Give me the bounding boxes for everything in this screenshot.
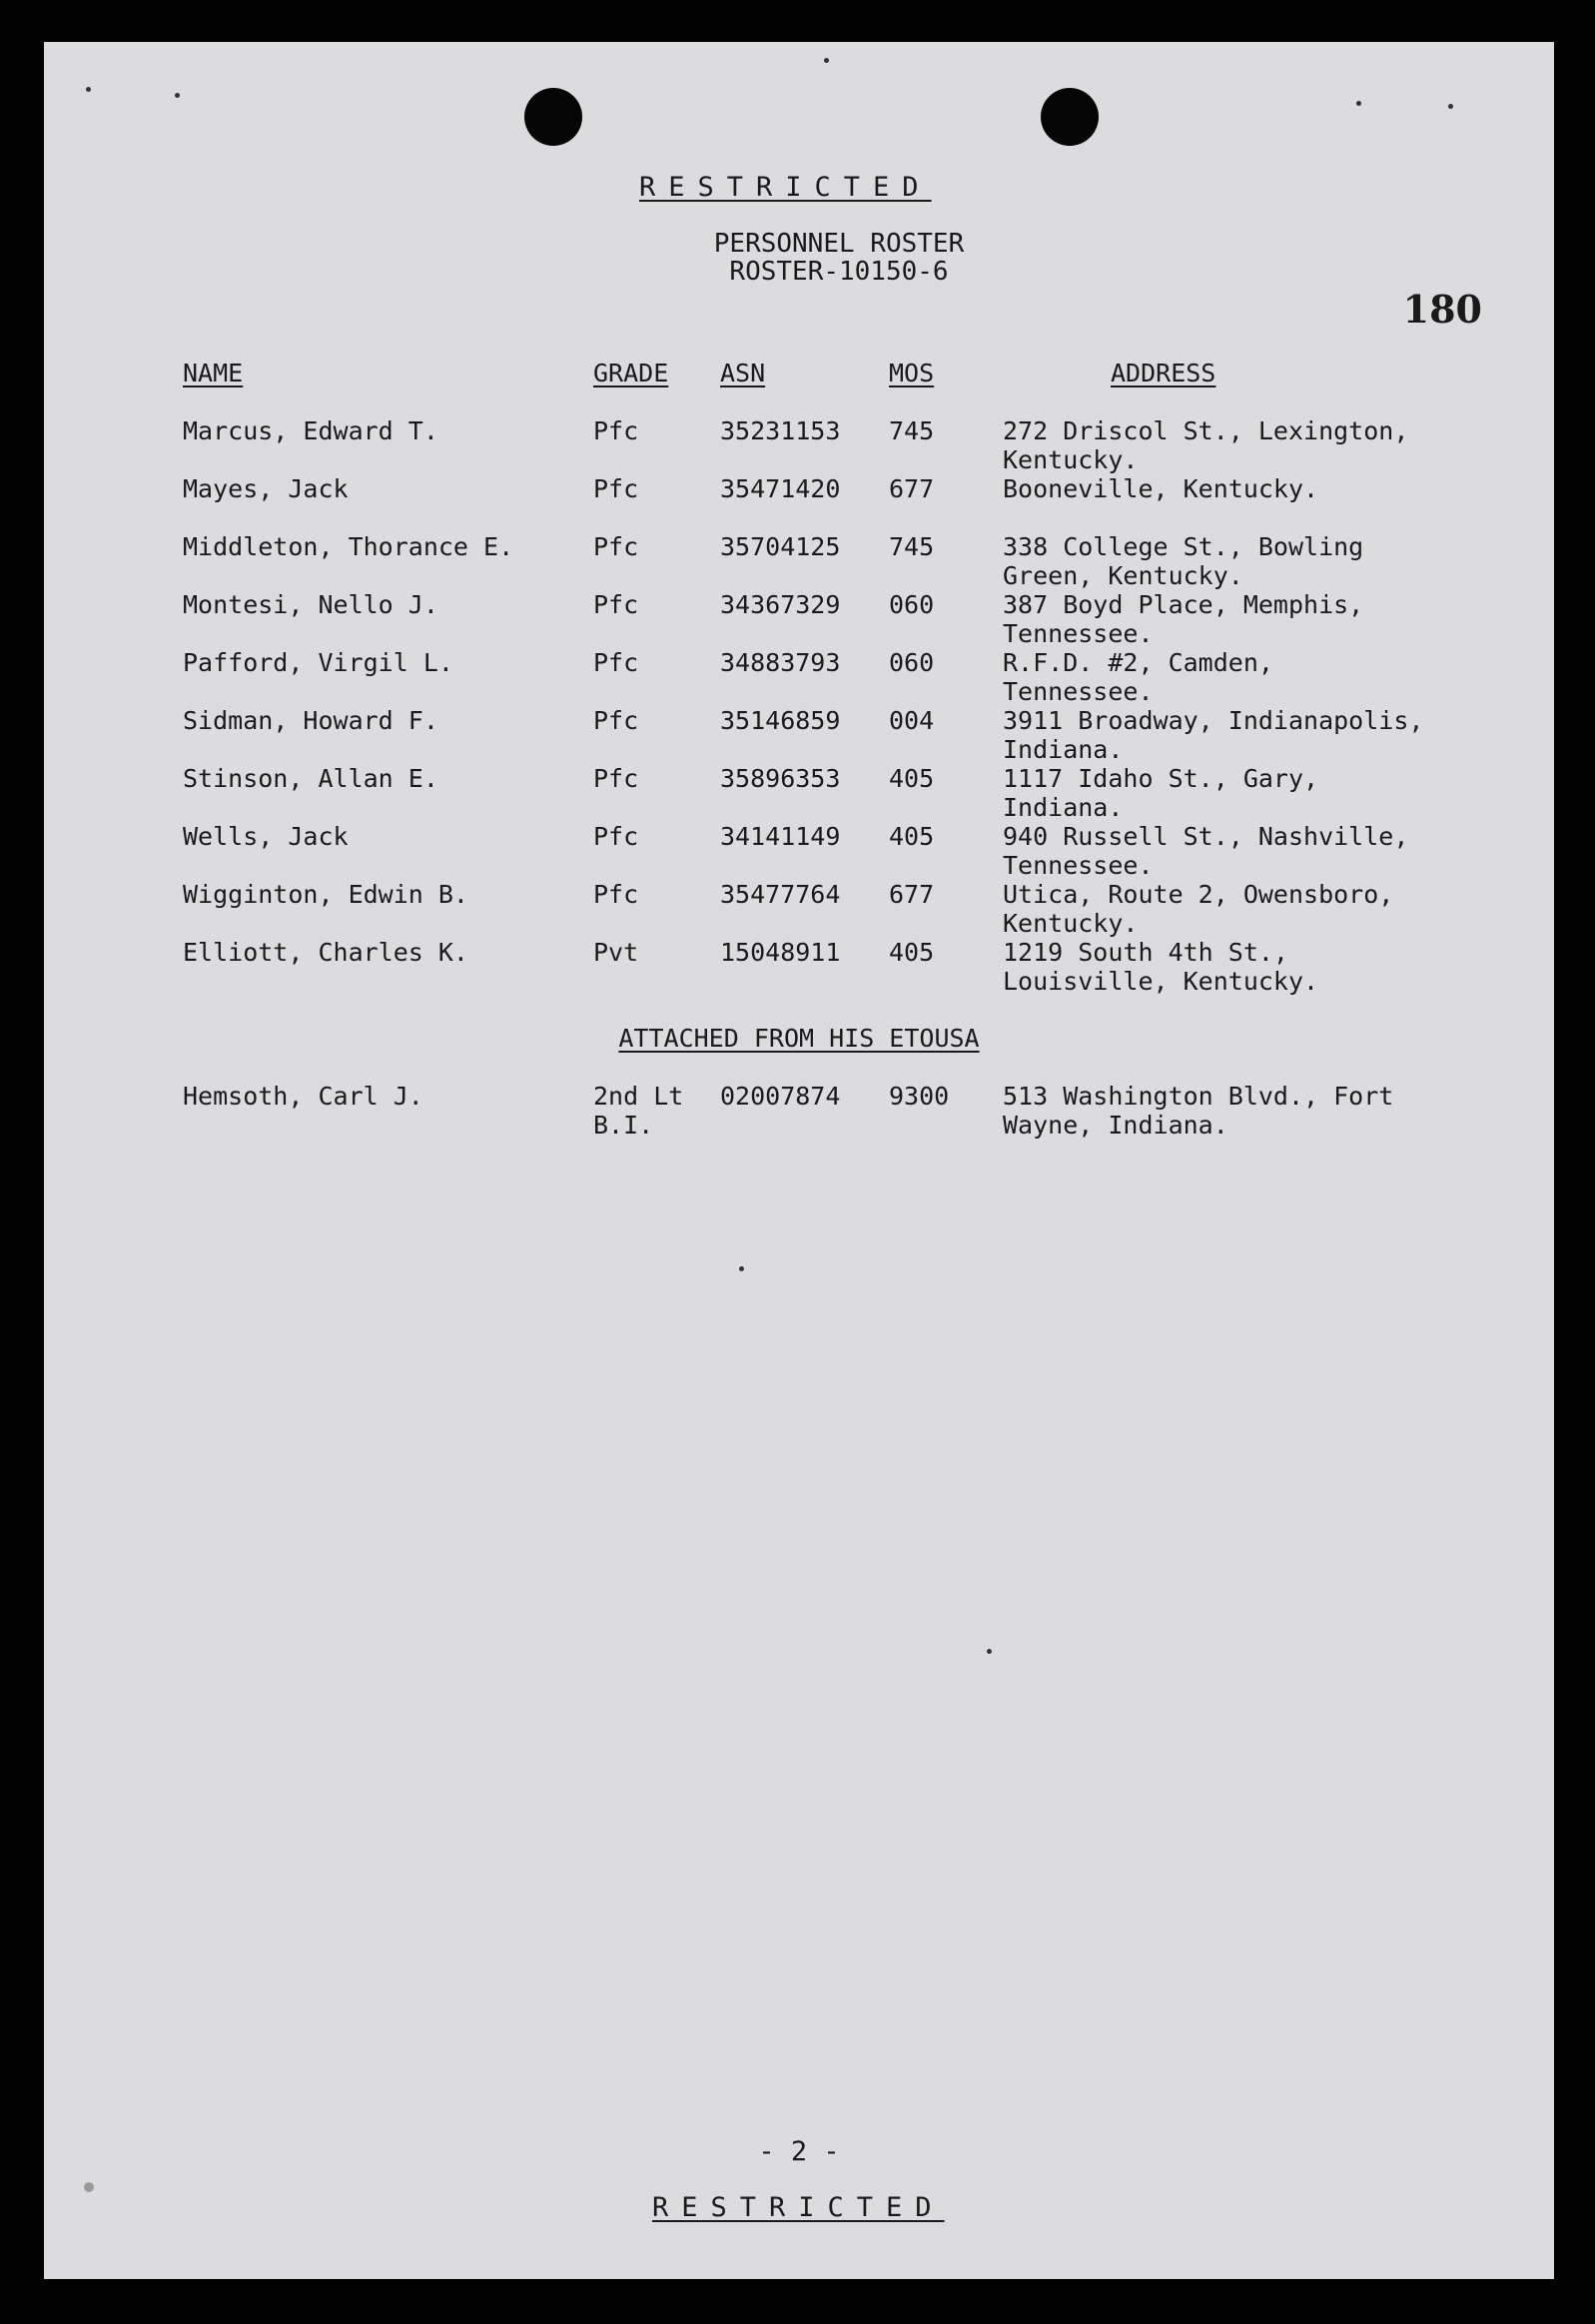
document-page	[44, 42, 1554, 2279]
column-header-name: NAME	[183, 359, 244, 387]
row-mos: 745	[889, 416, 935, 445]
speck	[175, 93, 180, 98]
row-mos: 405	[889, 822, 935, 851]
row-grade: Pfc	[593, 764, 639, 793]
row-asn: 35477764	[720, 880, 841, 909]
row-asn: 34141149	[720, 822, 841, 851]
row-grade-branch: B.I.	[593, 1111, 654, 1140]
page-number: - 2 -	[758, 2136, 840, 2167]
row-address-line-2: Indiana.	[1003, 793, 1124, 822]
row-mos: 405	[889, 938, 935, 967]
row-mos: 9300	[889, 1082, 950, 1111]
row-asn: 35896353	[720, 764, 841, 793]
row-grade: Pfc	[593, 474, 639, 503]
row-asn: 34883793	[720, 648, 841, 677]
row-address-line-1: 338 College St., Bowling	[1003, 532, 1364, 561]
row-address-line-1: 1117 Idaho St., Gary,	[1003, 764, 1319, 793]
row-mos: 677	[889, 474, 935, 503]
row-name: Wigginton, Edwin B.	[183, 880, 468, 909]
row-name: Pafford, Virgil L.	[183, 648, 453, 677]
row-mos: 405	[889, 764, 935, 793]
column-header-address: ADDRESS	[1111, 359, 1216, 387]
row-address-line-2: Indiana.	[1003, 735, 1124, 764]
row-name: Hemsoth, Carl J.	[183, 1082, 423, 1111]
row-mos: 677	[889, 880, 935, 909]
roster-row	[44, 590, 1554, 646]
row-name: Elliott, Charles K.	[183, 938, 468, 967]
speck	[1448, 104, 1453, 109]
roster-title: PERSONNEL ROSTER	[713, 229, 965, 259]
row-grade: Pvt	[593, 938, 639, 967]
attached-row	[44, 1082, 1554, 1138]
speck	[86, 87, 91, 92]
row-address-line-1: Booneville, Kentucky.	[1003, 474, 1319, 503]
row-asn: 15048911	[720, 938, 841, 967]
row-grade: 2nd Lt	[593, 1082, 684, 1111]
row-name: Wells, Jack	[183, 822, 349, 851]
speck	[1356, 101, 1361, 106]
row-grade: Pfc	[593, 706, 639, 735]
column-header-mos: MOS	[889, 359, 935, 387]
roster-row	[44, 822, 1554, 878]
row-grade: Pfc	[593, 416, 639, 445]
row-name: Sidman, Howard F.	[183, 706, 438, 735]
row-address-line-2: Tennessee.	[1003, 619, 1154, 648]
row-mos: 060	[889, 590, 935, 619]
row-address-line-2: Tennessee.	[1003, 851, 1154, 880]
speck	[987, 1649, 992, 1654]
roster-row	[44, 938, 1554, 994]
row-address-line-1: 940 Russell St., Nashville,	[1003, 822, 1409, 851]
row-address-line-1: Utica, Route 2, Owensboro,	[1003, 880, 1394, 909]
roster-row	[44, 532, 1554, 588]
row-asn: 35231153	[720, 416, 841, 445]
row-address-line-2: Kentucky.	[1003, 909, 1139, 938]
punch-hole-left	[524, 88, 582, 146]
row-asn: 35704125	[720, 532, 841, 561]
roster-row	[44, 880, 1554, 936]
page-stamp: 180	[1402, 287, 1482, 332]
row-address-line-1: 387 Boyd Place, Memphis,	[1003, 590, 1364, 619]
speck	[824, 58, 829, 63]
row-address-line-1: 272 Driscol St., Lexington,	[1003, 416, 1409, 445]
row-name: Middleton, Thorance E.	[183, 532, 514, 561]
row-mos: 004	[889, 706, 935, 735]
row-name: Stinson, Allan E.	[183, 764, 438, 793]
row-grade: Pfc	[593, 880, 639, 909]
row-address-line-1: R.F.D. #2, Camden,	[1003, 648, 1273, 677]
row-asn: 34367329	[720, 590, 841, 619]
punch-hole-right	[1041, 88, 1099, 146]
row-address-line-1: 1219 South 4th St.,	[1003, 938, 1288, 967]
row-address-line-1: 513 Washington Blvd., Fort	[1003, 1082, 1394, 1111]
column-header-asn: ASN	[720, 359, 766, 387]
row-grade: Pfc	[593, 532, 639, 561]
row-grade: Pfc	[593, 822, 639, 851]
row-grade: Pfc	[593, 590, 639, 619]
row-asn: 35471420	[720, 474, 841, 503]
row-address-line-2: Louisville, Kentucky.	[1003, 967, 1319, 996]
row-address-line-2: Wayne, Indiana.	[1003, 1111, 1228, 1140]
row-name: Marcus, Edward T.	[183, 416, 438, 445]
row-name: Montesi, Nello J.	[183, 590, 438, 619]
speck	[739, 1266, 744, 1271]
row-grade: Pfc	[593, 648, 639, 677]
row-address-line-2: Green, Kentucky.	[1003, 561, 1243, 590]
row-asn: 35146859	[720, 706, 841, 735]
row-name: Mayes, Jack	[183, 474, 349, 503]
row-address-line-2: Kentucky.	[1003, 445, 1139, 474]
roster-row	[44, 474, 1554, 530]
column-header-grade: GRADE	[593, 359, 669, 387]
attached-section-heading: ATTACHED FROM HIS ETOUSA	[618, 1024, 980, 1053]
classification-top: RESTRICTED	[639, 172, 932, 203]
classification-bottom: RESTRICTED	[652, 2192, 945, 2223]
roster-id: ROSTER-10150-6	[729, 257, 949, 287]
row-asn: 02007874	[720, 1082, 841, 1111]
row-mos: 745	[889, 532, 935, 561]
row-address-line-1: 3911 Broadway, Indianapolis,	[1003, 706, 1424, 735]
roster-row	[44, 706, 1554, 762]
roster-row	[44, 648, 1554, 704]
row-address-line-2: Tennessee.	[1003, 677, 1154, 706]
roster-row	[44, 416, 1554, 472]
roster-row	[44, 764, 1554, 820]
speck	[84, 2182, 94, 2192]
row-mos: 060	[889, 648, 935, 677]
